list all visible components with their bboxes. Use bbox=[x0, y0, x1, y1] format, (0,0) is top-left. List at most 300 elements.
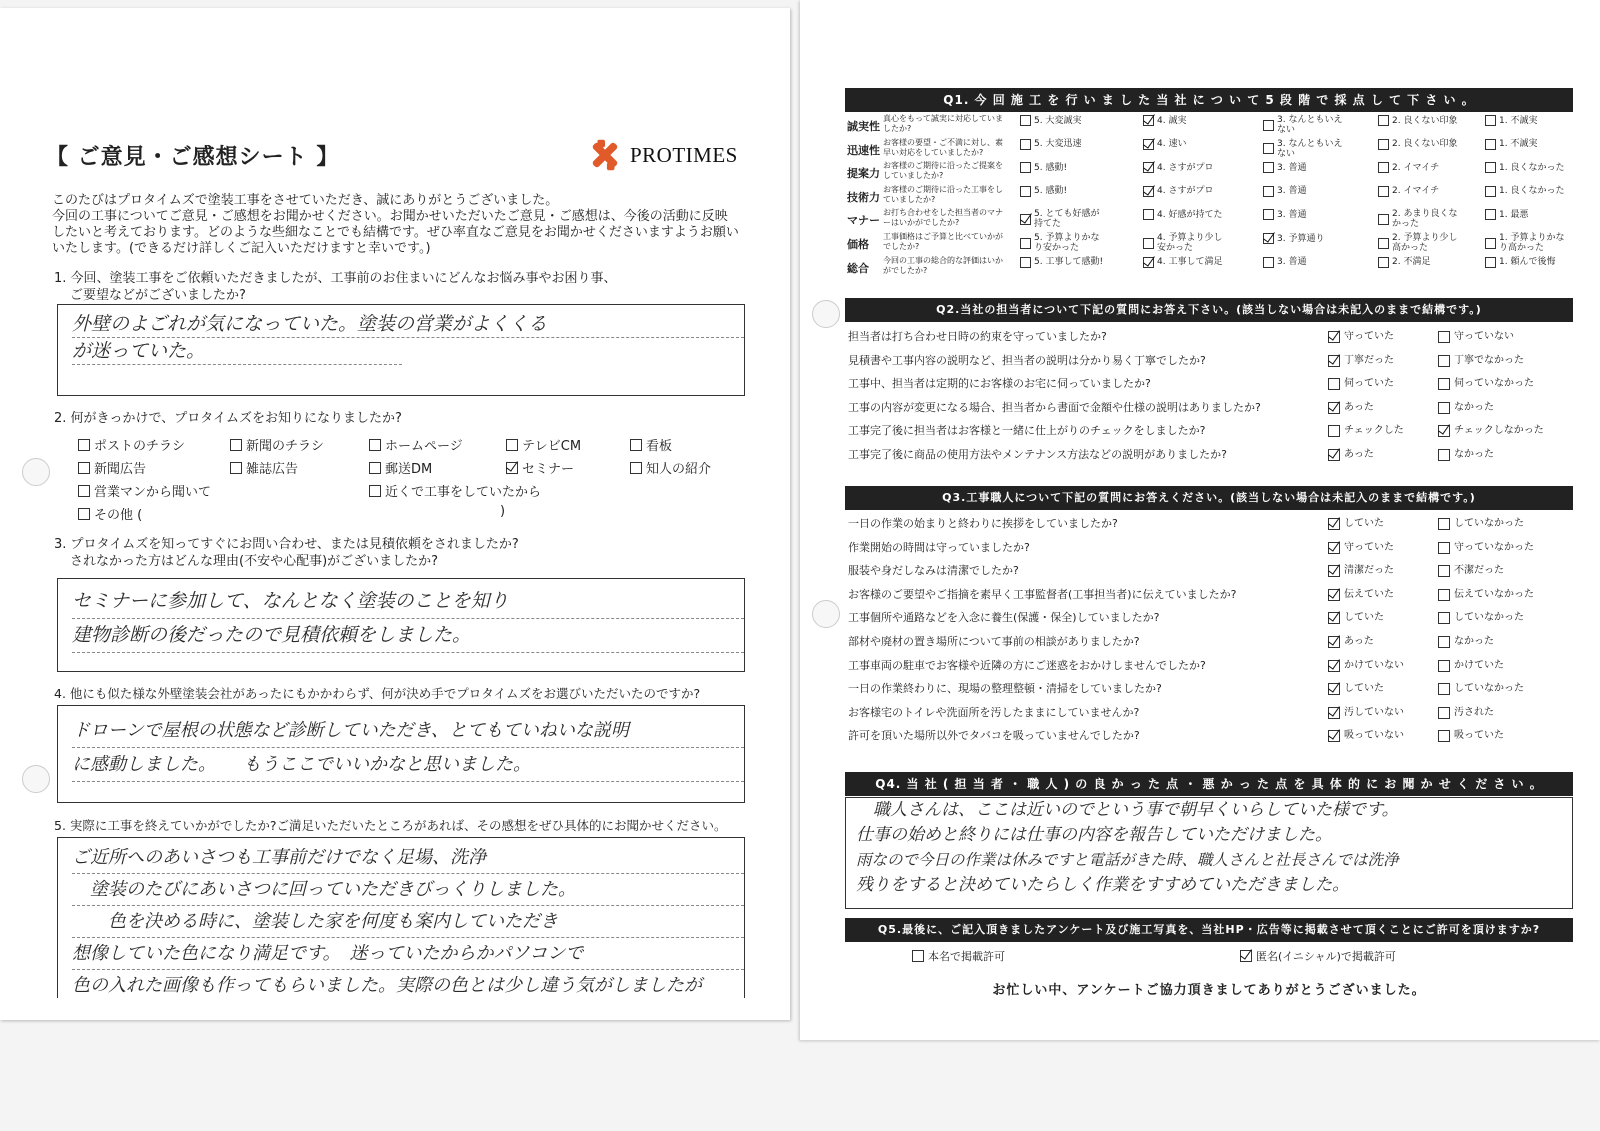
checkbox[interactable] bbox=[1485, 186, 1496, 197]
option-newspaper-ad[interactable] bbox=[78, 458, 146, 477]
q1-rating-option[interactable] bbox=[1485, 209, 1528, 220]
q1-rating-option[interactable] bbox=[1020, 186, 1067, 197]
q3-answer-yes[interactable] bbox=[1328, 584, 1394, 606]
intro-line: 今回の工事についてご意見・ご感想をお聞かせください。お聞かせいただいたご意見・ご感想は、今後の活動に反映 bbox=[52, 209, 728, 224]
q3-question-text: 部材や廃材の置き場所について事前の相談がありましたか? bbox=[848, 635, 1140, 648]
q3-answer-yes[interactable] bbox=[1328, 513, 1384, 535]
answer-5-line: 想像していた色になり満足です。 迷っていたからかパソコンで bbox=[72, 938, 744, 970]
question-1-line: 1. 今回、塗装工事をご依頼いただきましたが、工事前のお住まいにどんなお悩み事やお困り事、 bbox=[54, 271, 617, 286]
checkbox-checked[interactable] bbox=[506, 462, 518, 474]
question-3-line: 3. プロタイムズを知ってすぐにお問い合わせ、または見積依頼をされましたか? bbox=[54, 537, 519, 552]
checkbox[interactable] bbox=[1485, 238, 1496, 249]
q1-rating-option[interactable] bbox=[1378, 162, 1439, 173]
option-homepage[interactable] bbox=[369, 435, 463, 454]
q1-rating-option[interactable] bbox=[1263, 257, 1306, 268]
question-3-line: されなかった方はどんな理由(不安や心配事)がございましたか? bbox=[70, 554, 439, 569]
q2-answer-no[interactable] bbox=[1438, 326, 1514, 348]
q1-rating-option[interactable] bbox=[1378, 115, 1457, 126]
answer-1-line: 外壁のよごれが気になっていた。塗装の営業がよくくる bbox=[72, 311, 744, 338]
q5-option-initials[interactable] bbox=[1240, 948, 1396, 964]
checkbox[interactable] bbox=[1438, 378, 1450, 390]
q2-answer-yes[interactable] bbox=[1328, 350, 1394, 372]
option-label: ポストのチラシ bbox=[94, 439, 186, 454]
q3-row bbox=[848, 702, 1570, 724]
checkbox[interactable] bbox=[1438, 660, 1450, 672]
answer-1-box[interactable] bbox=[57, 304, 745, 396]
q3-answer-no[interactable] bbox=[1438, 702, 1494, 724]
option-magazine-ad[interactable] bbox=[230, 458, 298, 477]
q3-row bbox=[848, 537, 1570, 559]
q1-row-label: 迅速性 bbox=[847, 143, 880, 157]
q3-header: Q3.工事職人について下記の質問にお答えください。(該当しない場合は未記入のままで結構です。) bbox=[845, 486, 1573, 510]
q1-row bbox=[845, 207, 1573, 230]
answer-label: 伝えていた bbox=[1344, 588, 1394, 600]
checkbox[interactable] bbox=[1328, 425, 1340, 437]
q1-rating-option[interactable] bbox=[1020, 162, 1067, 173]
logo-text: PROTIMES bbox=[630, 142, 738, 167]
q2-question-text: 見積書や工事内容の説明など、担当者の説明は分かり易く丁寧でしたか? bbox=[848, 353, 1206, 367]
checkbox[interactable] bbox=[369, 439, 381, 451]
option-label: 知人の紹介 bbox=[646, 462, 712, 477]
q3-answer-yes[interactable] bbox=[1328, 537, 1394, 559]
q2-answer-yes[interactable] bbox=[1328, 326, 1394, 348]
answer-1-line: が迷っていた。 bbox=[72, 338, 402, 365]
q1-rating-option[interactable] bbox=[1020, 233, 1104, 253]
answer-4-line: に感動しました。 もうここでいいかなと思いました。 bbox=[72, 748, 744, 782]
q1-rating-option[interactable] bbox=[1485, 162, 1564, 173]
checkbox[interactable] bbox=[1485, 115, 1496, 126]
q2-question-text: 工事完了後に商品の使用方法やメンテナンス方法などの説明がありましたか? bbox=[848, 448, 1227, 461]
question-4: 4. 他にも似た様な外壁塗装会社があったにもかかわらず、何が決め手でプロタイムズをお選びいただいたのですか? bbox=[54, 686, 701, 701]
q1-row-description: お客様のご期待に沿った工事をしていましたか? bbox=[883, 184, 1003, 204]
checkbox[interactable] bbox=[230, 439, 242, 451]
checkbox[interactable] bbox=[1438, 707, 1450, 719]
q3-answer-yes[interactable] bbox=[1328, 631, 1374, 653]
q1-rating-option[interactable] bbox=[1263, 162, 1306, 173]
q1-rating-option[interactable] bbox=[1020, 139, 1081, 150]
q1-rating-option[interactable] bbox=[1020, 257, 1103, 268]
checkbox[interactable] bbox=[1378, 162, 1389, 173]
answer-4-line: ドローンで屋根の状態など診断していただき、とてもていねいな説明 bbox=[72, 714, 744, 748]
checkbox[interactable] bbox=[1020, 186, 1031, 197]
binder-hole bbox=[22, 458, 50, 486]
checkbox[interactable] bbox=[630, 439, 642, 451]
answer-label: していなかった bbox=[1454, 683, 1524, 695]
q3-row bbox=[848, 584, 1570, 606]
q1-row bbox=[845, 255, 1573, 278]
q1-rating-option[interactable] bbox=[1143, 186, 1213, 197]
q3-answer-yes[interactable] bbox=[1328, 725, 1404, 747]
checkbox[interactable] bbox=[1485, 162, 1496, 173]
binder-hole bbox=[812, 300, 840, 328]
q2-answer-yes[interactable] bbox=[1328, 444, 1374, 466]
question-1-line: ご要望などがございましたか? bbox=[70, 288, 246, 303]
checkbox[interactable] bbox=[1263, 120, 1274, 131]
checkbox[interactable] bbox=[369, 462, 381, 474]
checkbox[interactable] bbox=[1485, 257, 1496, 268]
protimes-logo bbox=[586, 136, 738, 174]
q1-row-label: 価格 bbox=[847, 238, 869, 251]
q2-row bbox=[848, 350, 1570, 372]
checkbox[interactable] bbox=[1143, 238, 1154, 249]
checkbox[interactable] bbox=[506, 439, 518, 451]
checkbox[interactable] bbox=[1263, 209, 1274, 220]
checkbox[interactable] bbox=[369, 485, 381, 497]
answer-label: あった bbox=[1344, 401, 1374, 413]
q2-answer-yes[interactable] bbox=[1328, 373, 1394, 395]
checkbox-checked[interactable] bbox=[1328, 707, 1340, 719]
answer-label: 不潔だった bbox=[1454, 565, 1504, 577]
answer-label: していなかった bbox=[1454, 612, 1524, 624]
q1-row-description: 真心をもって誠実に対応していましたか? bbox=[883, 114, 1003, 133]
checkbox[interactable] bbox=[78, 485, 90, 497]
option-label: 匿名(イニシャル)で掲載許可 bbox=[1256, 950, 1396, 963]
checkbox[interactable] bbox=[78, 508, 90, 520]
checkbox-checked[interactable] bbox=[1263, 233, 1274, 244]
q1-rating-option[interactable] bbox=[1143, 162, 1213, 173]
checkbox[interactable] bbox=[1020, 162, 1031, 173]
checkbox[interactable] bbox=[1438, 518, 1450, 530]
checkbox[interactable] bbox=[912, 950, 924, 962]
q3-answer-no[interactable] bbox=[1438, 655, 1504, 677]
answer-3-line: 建物診断の後だったので見積依頼をしました。 bbox=[72, 619, 744, 653]
answer-label: 守っていた bbox=[1344, 541, 1394, 553]
q3-row bbox=[848, 678, 1570, 700]
q1-row-description: お客様のご期待に沿ったご提案をしていましたか? bbox=[883, 161, 1003, 181]
q1-rating-label: 4. さすがプロ bbox=[1157, 186, 1214, 197]
q1-rating-label: 3. 予算通り bbox=[1277, 233, 1325, 244]
q1-row-description: お打ち合わせをした担当者のマナーはいかがでしたか? bbox=[883, 208, 1003, 228]
q1-rating-label: 1. 予算よりかなり高かった bbox=[1499, 233, 1565, 253]
option-label: 雑誌広告 bbox=[246, 462, 299, 477]
checkbox[interactable] bbox=[1485, 209, 1496, 220]
q3-row bbox=[848, 560, 1570, 582]
checkbox[interactable] bbox=[1263, 257, 1274, 268]
q3-question-text: お客様宅のトイレや洗面所を汚したままにしていませんか? bbox=[848, 705, 1140, 719]
q1-rating-label: 2. イマイチ bbox=[1392, 162, 1440, 173]
checkbox-checked[interactable] bbox=[1143, 115, 1154, 126]
answer-4-box[interactable] bbox=[57, 705, 745, 803]
checkbox[interactable] bbox=[1438, 565, 1450, 577]
q1-rating-label: 5. とても好感が持てた bbox=[1034, 209, 1100, 230]
q3-answer-no[interactable] bbox=[1438, 560, 1504, 582]
q3-question-text: 一日の作業の始まりと終わりに挨拶をしていましたか? bbox=[848, 517, 1118, 530]
checkbox[interactable] bbox=[78, 439, 90, 451]
option-referral[interactable] bbox=[630, 458, 711, 477]
checkbox-checked[interactable] bbox=[1328, 636, 1340, 648]
q1-rating-option[interactable] bbox=[1143, 209, 1222, 220]
checkbox[interactable] bbox=[1020, 238, 1031, 249]
answer-label: 守っていた bbox=[1344, 331, 1394, 342]
option-post-flyer[interactable] bbox=[78, 435, 185, 454]
q1-row-description: 今回の工事の総合的な評価はいかがでしたか? bbox=[883, 255, 1003, 275]
checkbox-checked[interactable] bbox=[1328, 612, 1340, 624]
checkbox-checked[interactable] bbox=[1328, 449, 1340, 461]
answer-label: していなかった bbox=[1454, 518, 1524, 529]
option-tv-cm[interactable] bbox=[506, 435, 581, 454]
answer-label: 吸っていた bbox=[1454, 730, 1504, 742]
q3-question-text: 作業開始の時間は守っていましたか? bbox=[848, 540, 1030, 554]
answer-label: あった bbox=[1344, 636, 1374, 647]
q1-rating-option[interactable] bbox=[1143, 115, 1186, 126]
q1-rating-option[interactable] bbox=[1378, 209, 1462, 229]
option-seminar[interactable] bbox=[506, 458, 574, 477]
answer-label: かけていた bbox=[1454, 659, 1504, 671]
checkbox[interactable] bbox=[1438, 355, 1450, 367]
option-label: テレビCM bbox=[522, 439, 582, 454]
q1-rating-label: 4. 予算より少し安かった bbox=[1157, 233, 1223, 253]
checkbox[interactable] bbox=[78, 462, 90, 474]
question-1 bbox=[54, 270, 617, 304]
q2-answer-yes[interactable] bbox=[1328, 397, 1374, 419]
checkbox[interactable] bbox=[1378, 186, 1389, 197]
q3-answer-no[interactable] bbox=[1438, 537, 1534, 559]
q1-rating-option[interactable] bbox=[1143, 257, 1222, 268]
q3-answer-yes[interactable] bbox=[1328, 655, 1404, 677]
checkbox[interactable] bbox=[1378, 139, 1389, 150]
option-nearby-work[interactable] bbox=[369, 481, 541, 500]
answer-label: 守っていない bbox=[1454, 331, 1514, 342]
checkbox[interactable] bbox=[1438, 331, 1450, 343]
q1-rating-label: 3. なんともいえない bbox=[1277, 115, 1343, 135]
q2-header: Q2.当社の担当者について下記の質問にお答え下さい。(該当しない場合は未記入のままで結構です。) bbox=[845, 298, 1573, 322]
checkbox-checked[interactable] bbox=[1438, 425, 1450, 437]
q3-answer-yes[interactable] bbox=[1328, 702, 1404, 724]
checkbox-checked[interactable] bbox=[1020, 214, 1031, 225]
checkbox[interactable] bbox=[1263, 162, 1274, 173]
answer-label: あった bbox=[1344, 449, 1374, 460]
checkbox-checked[interactable] bbox=[1328, 355, 1340, 367]
q1-rating-label: 1. 頼んで後悔 bbox=[1499, 257, 1556, 268]
q3-row bbox=[848, 513, 1570, 535]
checkbox-checked[interactable] bbox=[1328, 660, 1340, 672]
q1-rating-label: 5. 感動! bbox=[1034, 186, 1068, 197]
option-salesman[interactable] bbox=[78, 481, 211, 500]
option-label: 新聞のチラシ bbox=[246, 439, 325, 454]
q1-rating-option[interactable] bbox=[1378, 257, 1430, 268]
q3-question-text: 工事個所や通路などを入念に養生(保護・保全)していましたか? bbox=[848, 611, 1160, 625]
checkbox[interactable] bbox=[1020, 257, 1031, 268]
q1-header: Q1. 今 回 施 工 を 行 い ま し た 当 社 に つ い て 5 段 階 で 採 点 し て 下 さ い 。 bbox=[845, 88, 1573, 112]
q3-answer-yes[interactable] bbox=[1328, 607, 1384, 629]
q1-rating-label: 5. 工事して感動! bbox=[1034, 257, 1104, 268]
q3-answer-no[interactable] bbox=[1438, 513, 1524, 535]
answer-label: チェックしなかった bbox=[1454, 425, 1544, 437]
q1-rating-label: 4. 工事して満足 bbox=[1157, 257, 1223, 268]
sheet-title: 【 ご意見・ご感想シート 】 bbox=[46, 145, 340, 170]
q2-question-text: 工事の内容が変更になる場合、担当者から書面で金額や仕様の説明はありましたか? bbox=[848, 400, 1261, 414]
checkbox-checked[interactable] bbox=[1328, 542, 1340, 554]
q3-answer-no[interactable] bbox=[1438, 631, 1494, 653]
answer-label: 清潔だった bbox=[1344, 565, 1394, 577]
option-signboard[interactable] bbox=[630, 435, 672, 454]
checkbox-checked[interactable] bbox=[1328, 730, 1340, 742]
q2-question-text: 工事中、担当者は定期的にお客様のお宅に伺っていましたか? bbox=[848, 377, 1151, 391]
option-label: 営業マンから聞いて bbox=[94, 485, 212, 500]
q2-row bbox=[848, 444, 1570, 466]
checkbox[interactable] bbox=[1328, 378, 1340, 390]
option-newspaper-flyer[interactable] bbox=[230, 435, 324, 454]
option-label: 郵送DM bbox=[385, 462, 433, 477]
q3-answer-yes[interactable] bbox=[1328, 678, 1384, 700]
checkbox[interactable] bbox=[1378, 214, 1389, 225]
q1-rating-option[interactable] bbox=[1485, 257, 1555, 268]
checkbox[interactable] bbox=[1378, 257, 1389, 268]
answer-label: していた bbox=[1344, 683, 1384, 695]
q2-row bbox=[848, 326, 1570, 348]
q1-rating-label: 1. 不誠実 bbox=[1499, 139, 1538, 150]
answer-3-line: セミナーに参加して、なんとなく塗装のことを知り bbox=[72, 585, 744, 619]
checkbox[interactable] bbox=[1438, 612, 1450, 624]
answer-label: していた bbox=[1344, 518, 1384, 529]
q1-rating-option[interactable] bbox=[1263, 209, 1306, 220]
q1-rating-option[interactable] bbox=[1263, 233, 1324, 244]
q1-rating-label: 5. 大変迅速 bbox=[1034, 139, 1082, 150]
q1-rating-label: 4. 誠実 bbox=[1157, 115, 1187, 126]
question-3 bbox=[54, 536, 519, 570]
q1-rating-option[interactable] bbox=[1485, 139, 1537, 150]
checkbox-checked[interactable] bbox=[1328, 402, 1340, 414]
checkbox-checked[interactable] bbox=[1328, 565, 1340, 577]
question-5: 5. 実際に工事を終えていかがでしたか?ご満足いただいたところがあれば、その感想をぜひ具体的にお聞かせください。 bbox=[54, 818, 727, 833]
q1-row-label: 提案力 bbox=[847, 167, 880, 181]
q3-question-text: 許可を頂いた場所以外でタバコを吸っていませんでしたか? bbox=[848, 729, 1140, 743]
q1-rating-label: 2. 予算より少し高かった bbox=[1392, 233, 1458, 253]
option-other-close: ) bbox=[500, 504, 506, 519]
checkbox[interactable] bbox=[1020, 115, 1031, 126]
checkbox[interactable] bbox=[1378, 238, 1389, 249]
q1-row bbox=[845, 184, 1573, 207]
binder-hole bbox=[22, 765, 50, 793]
q4-answer-box[interactable] bbox=[845, 797, 1573, 909]
checkbox-checked[interactable] bbox=[1240, 950, 1252, 962]
answer-5-line: ご近所へのあいさつも工事前だけでなく足場、洗浄 bbox=[72, 842, 744, 874]
q2-question-text: 担当者は打ち合わせ日時の約束を守っていましたか? bbox=[848, 330, 1107, 343]
checkbox[interactable] bbox=[230, 462, 242, 474]
q1-rating-option[interactable] bbox=[1143, 233, 1227, 253]
q3-answer-no[interactable] bbox=[1438, 607, 1524, 629]
checkbox-checked[interactable] bbox=[1328, 589, 1340, 601]
q1-rating-label: 1. 最悪 bbox=[1499, 209, 1529, 220]
q3-answer-no[interactable] bbox=[1438, 584, 1534, 606]
q5-option-real-name[interactable] bbox=[912, 948, 1005, 964]
question-2: 2. 何がきっかけで、プロタイムズをお知りになりましたか? bbox=[54, 411, 402, 426]
q1-rating-option[interactable] bbox=[1020, 115, 1081, 126]
q3-row bbox=[848, 725, 1570, 747]
q4-header: Q4. 当 社 ( 担 当 者 ・ 職 人 ) の 良 か っ た 点 ・ 悪 か っ た 点 を 具 体 的 に お 聞 か せ く だ さ い 。 bbox=[845, 772, 1573, 796]
checkbox[interactable] bbox=[1438, 402, 1450, 414]
q1-rating-label: 1. 良くなかった bbox=[1499, 186, 1565, 197]
q1-row bbox=[845, 113, 1573, 136]
answer-5-line: 色を決める時に、塗装した家を何度も案内していただき bbox=[72, 906, 744, 938]
q1-rating-label: 2. 不満足 bbox=[1392, 257, 1431, 268]
q1-rating-option[interactable] bbox=[1485, 115, 1537, 126]
q1-rating-option[interactable] bbox=[1143, 139, 1186, 150]
q2-row bbox=[848, 420, 1570, 442]
q2-answer-no[interactable] bbox=[1438, 350, 1524, 372]
answer-5-box[interactable] bbox=[57, 837, 745, 998]
q1-rating-label: 3. 普通 bbox=[1277, 162, 1307, 173]
checkbox-checked[interactable] bbox=[1143, 139, 1154, 150]
q1-rating-option[interactable] bbox=[1378, 139, 1457, 150]
checkbox[interactable] bbox=[1438, 449, 1450, 461]
q2-row bbox=[848, 373, 1570, 395]
checkbox[interactable] bbox=[1020, 139, 1031, 150]
q1-rating-option[interactable] bbox=[1263, 139, 1347, 159]
checkbox[interactable] bbox=[1263, 186, 1274, 197]
answer-label: かけていない bbox=[1344, 659, 1404, 671]
answer-label: 丁寧だった bbox=[1344, 354, 1394, 366]
checkbox[interactable] bbox=[1263, 143, 1274, 154]
q4-answer-line: 残りをすると決めていたらしく作業をすすめていただきました。 bbox=[856, 875, 1350, 895]
q3-answer-yes[interactable] bbox=[1328, 560, 1394, 582]
q1-rating-label: 2. 良くない印象 bbox=[1392, 139, 1458, 150]
checkbox[interactable] bbox=[1438, 542, 1450, 554]
q1-rating-option[interactable] bbox=[1263, 115, 1347, 135]
closing-message: お忙しい中、アンケートご協力頂きましてありがとうございました。 bbox=[992, 983, 1426, 998]
answer-3-box[interactable] bbox=[57, 578, 745, 672]
q1-rating-label: 4. さすがプロ bbox=[1157, 162, 1214, 173]
intro-text bbox=[52, 193, 752, 257]
checkbox-checked[interactable] bbox=[1328, 518, 1340, 530]
q3-answer-no[interactable] bbox=[1438, 678, 1524, 700]
option-label: 看板 bbox=[646, 439, 673, 454]
option-other[interactable] bbox=[78, 504, 142, 523]
q1-rating-option[interactable] bbox=[1378, 233, 1462, 253]
option-label: 近くで工事をしていたから bbox=[385, 485, 542, 500]
checkbox[interactable] bbox=[1485, 139, 1496, 150]
q2-answer-no[interactable] bbox=[1438, 373, 1534, 395]
q2-question-text: 工事完了後に担当者はお客様と一緒に仕上がりのチェックをしましたか? bbox=[848, 424, 1206, 438]
q2-answer-yes[interactable] bbox=[1328, 420, 1404, 442]
checkbox[interactable] bbox=[1438, 683, 1450, 695]
checkbox[interactable] bbox=[1438, 730, 1450, 742]
q1-rating-label: 2. イマイチ bbox=[1392, 186, 1440, 197]
checkbox[interactable] bbox=[630, 462, 642, 474]
checkbox-checked[interactable] bbox=[1328, 331, 1340, 343]
q1-rating-option[interactable] bbox=[1378, 186, 1439, 197]
checkbox[interactable] bbox=[1143, 209, 1154, 220]
q3-row bbox=[848, 655, 1570, 677]
option-mail-dm[interactable] bbox=[369, 458, 432, 477]
q2-answer-no[interactable] bbox=[1438, 444, 1494, 466]
q2-answer-no[interactable] bbox=[1438, 397, 1494, 419]
checkbox-checked[interactable] bbox=[1143, 162, 1154, 173]
checkbox[interactable] bbox=[1378, 115, 1389, 126]
q1-row-label: 誠実性 bbox=[847, 120, 880, 133]
q1-rating-option[interactable] bbox=[1485, 233, 1569, 253]
q1-rating-option[interactable] bbox=[1263, 186, 1306, 197]
q1-row-label: 総合 bbox=[847, 261, 869, 275]
q1-rating-label: 1. 良くなかった bbox=[1499, 162, 1565, 173]
answer-label: なかった bbox=[1454, 449, 1494, 460]
q3-question-text: お客様のご要望やご指摘を素早く工事監督者(工事担当者)に伝えていましたか? bbox=[848, 587, 1237, 601]
answer-label: 伺っていた bbox=[1344, 378, 1394, 390]
q2-answer-no[interactable] bbox=[1438, 420, 1544, 442]
q1-rating-option[interactable] bbox=[1485, 186, 1564, 197]
q1-rating-option[interactable] bbox=[1020, 209, 1104, 229]
checkbox[interactable] bbox=[1438, 589, 1450, 601]
checkbox[interactable] bbox=[1438, 636, 1450, 648]
answer-label: 守っていなかった bbox=[1454, 541, 1534, 553]
checkbox-checked[interactable] bbox=[1143, 186, 1154, 197]
q1-row-description: お客様の要望・ご不満に対し、素早い対応をしていましたか? bbox=[883, 137, 1003, 157]
intro-line: したいと考えております。どのような些細なことでも結構です。ぜひ率直なご意見をお聞かせくださいますようお願い bbox=[52, 225, 739, 240]
checkbox-checked[interactable] bbox=[1328, 683, 1340, 695]
checkbox-checked[interactable] bbox=[1143, 257, 1154, 268]
q1-row bbox=[845, 160, 1573, 183]
q3-answer-no[interactable] bbox=[1438, 725, 1504, 747]
